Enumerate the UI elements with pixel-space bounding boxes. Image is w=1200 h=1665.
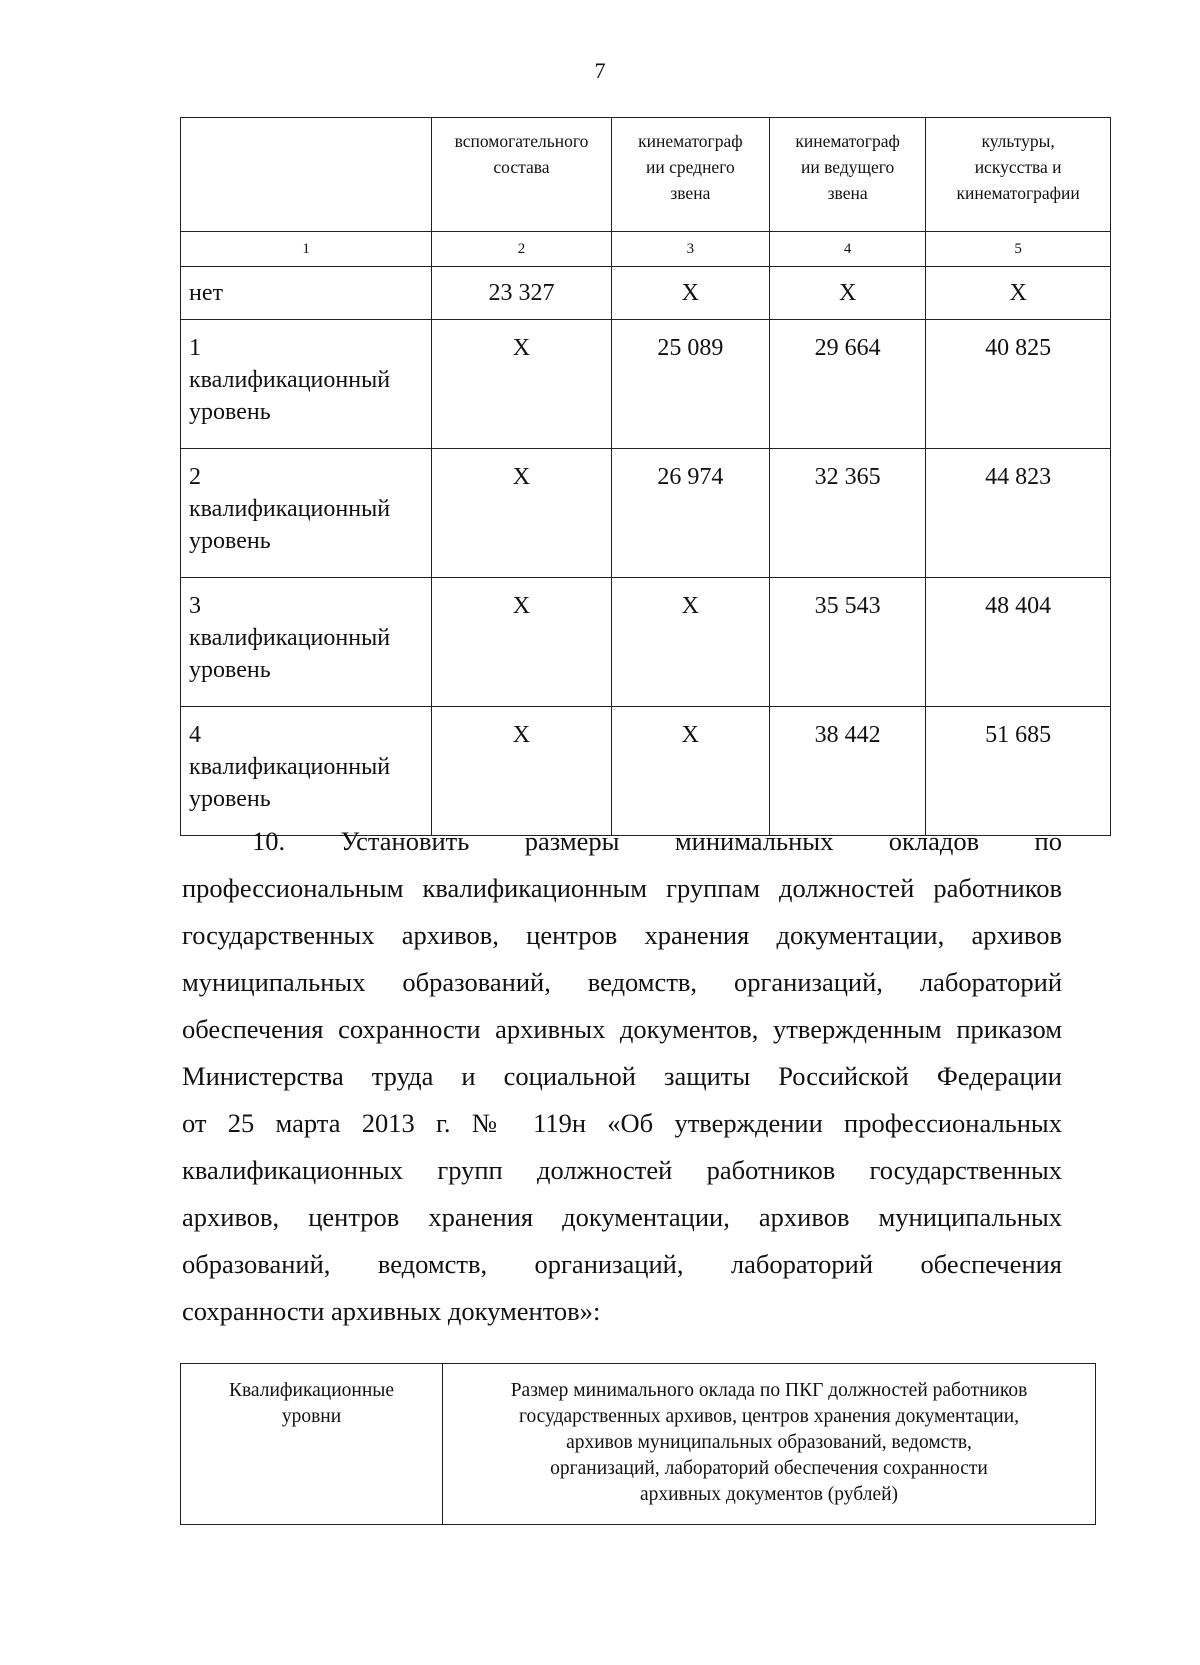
table-header-row	[181, 118, 1111, 232]
row-label-line: уровень	[189, 786, 271, 812]
salary-table-culture	[180, 117, 1111, 836]
table-cell: Х	[611, 267, 769, 320]
page-number: 7	[594, 58, 606, 83]
table-cell: Х	[432, 707, 611, 836]
header-text: ии среднего	[646, 157, 735, 177]
table-cell: 23 327	[432, 267, 611, 320]
column-number: 1	[181, 232, 432, 267]
table-cell: Х	[770, 267, 926, 320]
paragraph-line: муниципальных образований, ведомств, организаций, лабораторий	[182, 967, 1062, 997]
header-text: Размер минимального оклада по ПКГ должностей работников	[510, 1380, 1028, 1401]
row-label-line: квалификационный	[189, 625, 391, 651]
row-label-line: квалификационный	[189, 367, 391, 393]
table-row	[181, 707, 1111, 836]
table-row	[181, 449, 1111, 578]
header-text: уровни	[281, 1406, 342, 1427]
table-cell: 40 825	[926, 320, 1111, 449]
table-cell: 35 543	[770, 578, 926, 707]
column-number: 4	[770, 232, 926, 267]
table-cell: 26 974	[611, 449, 769, 578]
header-text: кинематограф	[638, 131, 743, 151]
header-text: кинематограф	[795, 131, 900, 151]
table-cell: 25 089	[611, 320, 769, 449]
header-text: ии ведущего	[801, 157, 895, 177]
header-text: состава	[493, 157, 550, 177]
table-cell: Х	[611, 707, 769, 836]
column-number: 5	[926, 232, 1111, 267]
header-cell-salary	[443, 1364, 1096, 1525]
row-label-line: 4	[189, 722, 201, 748]
table-cell: 51 685	[926, 707, 1111, 836]
paragraph-line: профессиональным квалификационным группам должностей работников	[182, 873, 1062, 903]
header-cell-5	[926, 118, 1111, 232]
row-label-line: квалификационный	[189, 496, 391, 522]
paragraph-10	[182, 818, 1062, 1335]
paragraph-line: квалификационных групп должностей работников государственных	[182, 1155, 1062, 1185]
paragraph-line: от 25 марта 2013 г. № 119н «Об утверждении профессиональных	[182, 1108, 1062, 1138]
table-cell: 29 664	[770, 320, 926, 449]
paragraph-line: архивов, центров хранения документации, архивов муниципальных	[182, 1202, 1062, 1232]
header-text: звена	[670, 183, 711, 203]
table-row	[181, 267, 1111, 320]
header-cell-2	[432, 118, 611, 232]
column-number: 3	[611, 232, 769, 267]
row-label-line: уровень	[189, 528, 271, 554]
table-cell: Х	[432, 449, 611, 578]
row-label	[181, 320, 432, 449]
table-cell: Х	[432, 320, 611, 449]
row-label-line: уровень	[189, 399, 271, 425]
header-text: звена	[827, 183, 868, 203]
row-label-line: уровень	[189, 657, 271, 683]
table-header-row	[181, 1364, 1096, 1525]
column-number-row	[181, 232, 1111, 267]
header-text: государственных архивов, центров хранения документации,	[518, 1406, 1020, 1427]
paragraph-line: государственных архивов, центров хранения документации, архивов	[182, 920, 1062, 950]
header-text: кинематографии	[956, 183, 1080, 203]
row-label-line: квалификационный	[189, 754, 391, 780]
row-label	[181, 578, 432, 707]
header-cell-levels	[181, 1364, 443, 1525]
table-cell: 48 404	[926, 578, 1111, 707]
header-text: культуры,	[981, 131, 1055, 151]
table-row	[181, 578, 1111, 707]
header-text: искусства и	[974, 157, 1062, 177]
row-label-line: 2	[189, 464, 201, 490]
table-cell: 38 442	[770, 707, 926, 836]
header-text: вспомогательного	[454, 131, 589, 151]
row-label	[181, 449, 432, 578]
column-number: 2	[432, 232, 611, 267]
row-label-line: 3	[189, 593, 201, 619]
table-cell: Х	[611, 578, 769, 707]
header-text: архивных документов (рублей)	[639, 1484, 899, 1505]
row-label: нет	[181, 267, 432, 320]
paragraph-line: обеспечения сохранности архивных документов, утвержденным приказом	[182, 1014, 1062, 1044]
row-label-line: 1	[189, 335, 201, 361]
header-cell-3	[611, 118, 769, 232]
paragraph-line: образований, ведомств, организаций, лабораторий обеспечения	[182, 1249, 1062, 1279]
paragraph-line: сохранности архивных документов»:	[182, 1296, 601, 1326]
header-cell-1	[181, 118, 432, 232]
header-text: архивов муниципальных образований, ведомств,	[566, 1432, 972, 1453]
table-cell: 44 823	[926, 449, 1111, 578]
header-text: организаций, лабораторий обеспечения сохранности	[550, 1458, 988, 1479]
header-text: Квалификационные	[228, 1380, 395, 1401]
paragraph-line: 10. Установить размеры минимальных окладов по	[252, 826, 1062, 856]
salary-table-archives	[180, 1363, 1096, 1525]
table-cell: Х	[432, 578, 611, 707]
header-cell-4	[770, 118, 926, 232]
table-cell: 32 365	[770, 449, 926, 578]
row-label	[181, 707, 432, 836]
table-cell: Х	[926, 267, 1111, 320]
table-row	[181, 320, 1111, 449]
paragraph-line: Министерства труда и социальной защиты Российской Федерации	[182, 1061, 1062, 1091]
